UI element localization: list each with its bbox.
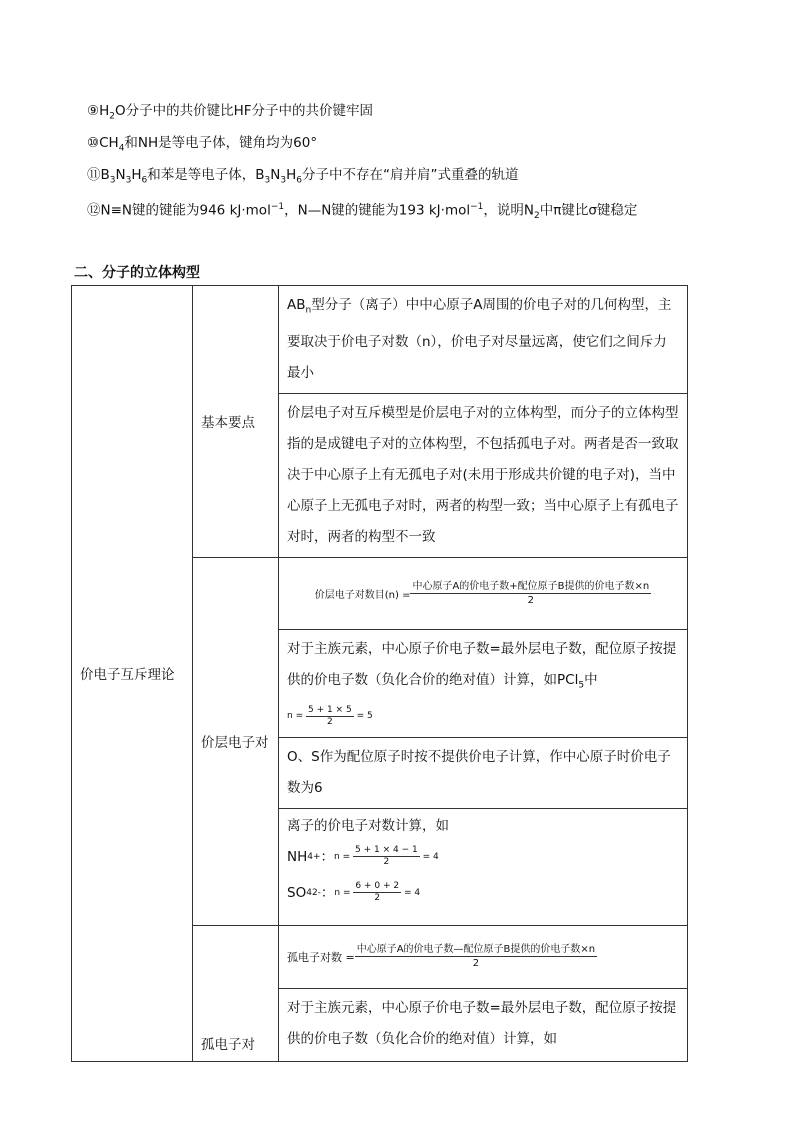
vsepr-table — [71, 285, 688, 1062]
basic-points-row2: 价层电子对互斥模型是价层电子对的立体构型，而分子的立体构型指的是成键电子对的立体构型，不包括孤电子对。两者是否一致取决于中心原子上有无孤电子对(未用于形成共价键的电子对)，当中心原子上无孤电子对时，两者的构型一致；当中心原子上有孤电子对时，两者的构型不一致 — [279, 393, 688, 557]
so4-formula: n = $\frac{6 + 0 + 2}{2}$ = 4 — [334, 881, 421, 904]
lone-pairs-label: 孤电子对 — [193, 925, 279, 1061]
lone-pairs-formula: 孤电子对数 = $\frac{\text{中心原子A的价电子数—配位原子B提供的价电子数×n}}{2}$ — [279, 925, 688, 988]
valence-pairs-row3: O、S作为配位原子时按不提供价电子计算，作中心原子时价电子数为6 — [279, 737, 688, 808]
valence-pairs-row2: 对于主族元素，中心原子价电子数=最外层电子数，配位原子按提供的价电子数（负化合价的绝对值）计算，如PCl$_5$中 n = $\frac{5 + 1 \times 5}{2}$ = 5 — [279, 629, 688, 737]
valence-pairs-row4: 离子的价电子对数计算，如 NH 4 + ： n = $\frac{5 + 1 \times 4 - 1}{2}$ = 4 SO 4 2- ： n = $\frac{6 + 0 + 2}{2}$ = 4 — [279, 808, 688, 925]
so4-line: SO 4 2- ： n = $\frac{6 + 0 + 2}{2}$ = 4 — [287, 881, 421, 904]
valence-pairs-label: 价层电子对 — [193, 557, 279, 925]
nh4-formula: n = $\frac{5 + 1 \times 4 - 1}{2}$ = 4 — [334, 845, 439, 868]
statement-9: $⑨H_2O$分子中的共价键比HF分子中的共价键牢固 — [87, 103, 374, 122]
theory-label-cell: 价电子互斥理论 — [72, 286, 193, 1062]
statement-12: ⑫N≡N键的键能为946 kJ·mol$^{-1}$，N—N键的键能为193 kJ·mol$^{-1}$，说明$N_2$中π键比σ键稳定 — [87, 202, 638, 222]
lone-pairs-row2: 对于主族元素，中心原子价电子数=最外层电子数，配位原子按提供的价电子数（负化合价的绝对值）计算，如 — [279, 988, 688, 1061]
nh4-line: NH 4 + ： n = $\frac{5 + 1 \times 4 - 1}{2}$ = 4 — [287, 845, 439, 868]
section-title: 二、分子的立体构型 — [74, 265, 200, 281]
basic-points-label: 基本要点 — [193, 286, 279, 558]
statement-11: $⑪B_3N_3H_6$和苯是等电子体，$B_3N_3H_6$分子中不存在“肩并肩”式重叠的轨道 — [87, 167, 519, 186]
statement-10: $⑩CH_4$和NH是等电子体，键角均为60° — [87, 135, 318, 154]
basic-points-row1: $AB_n$型分子（离子）中中心原子A周围的价电子对的几何构型，主要取决于价电子对数（n），价电子对尽量远离，使它们之间斥力最小 — [279, 286, 688, 394]
pcl5-formula: n = $\frac{5 + 1 \times 5}{2}$ = 5 — [287, 705, 373, 728]
valence-pairs-formula: 价层电子对数目(n) = $\frac{\text{中心原子A的价电子数+配位原子B提供的价电子数×n}}{2}$ — [279, 557, 688, 629]
